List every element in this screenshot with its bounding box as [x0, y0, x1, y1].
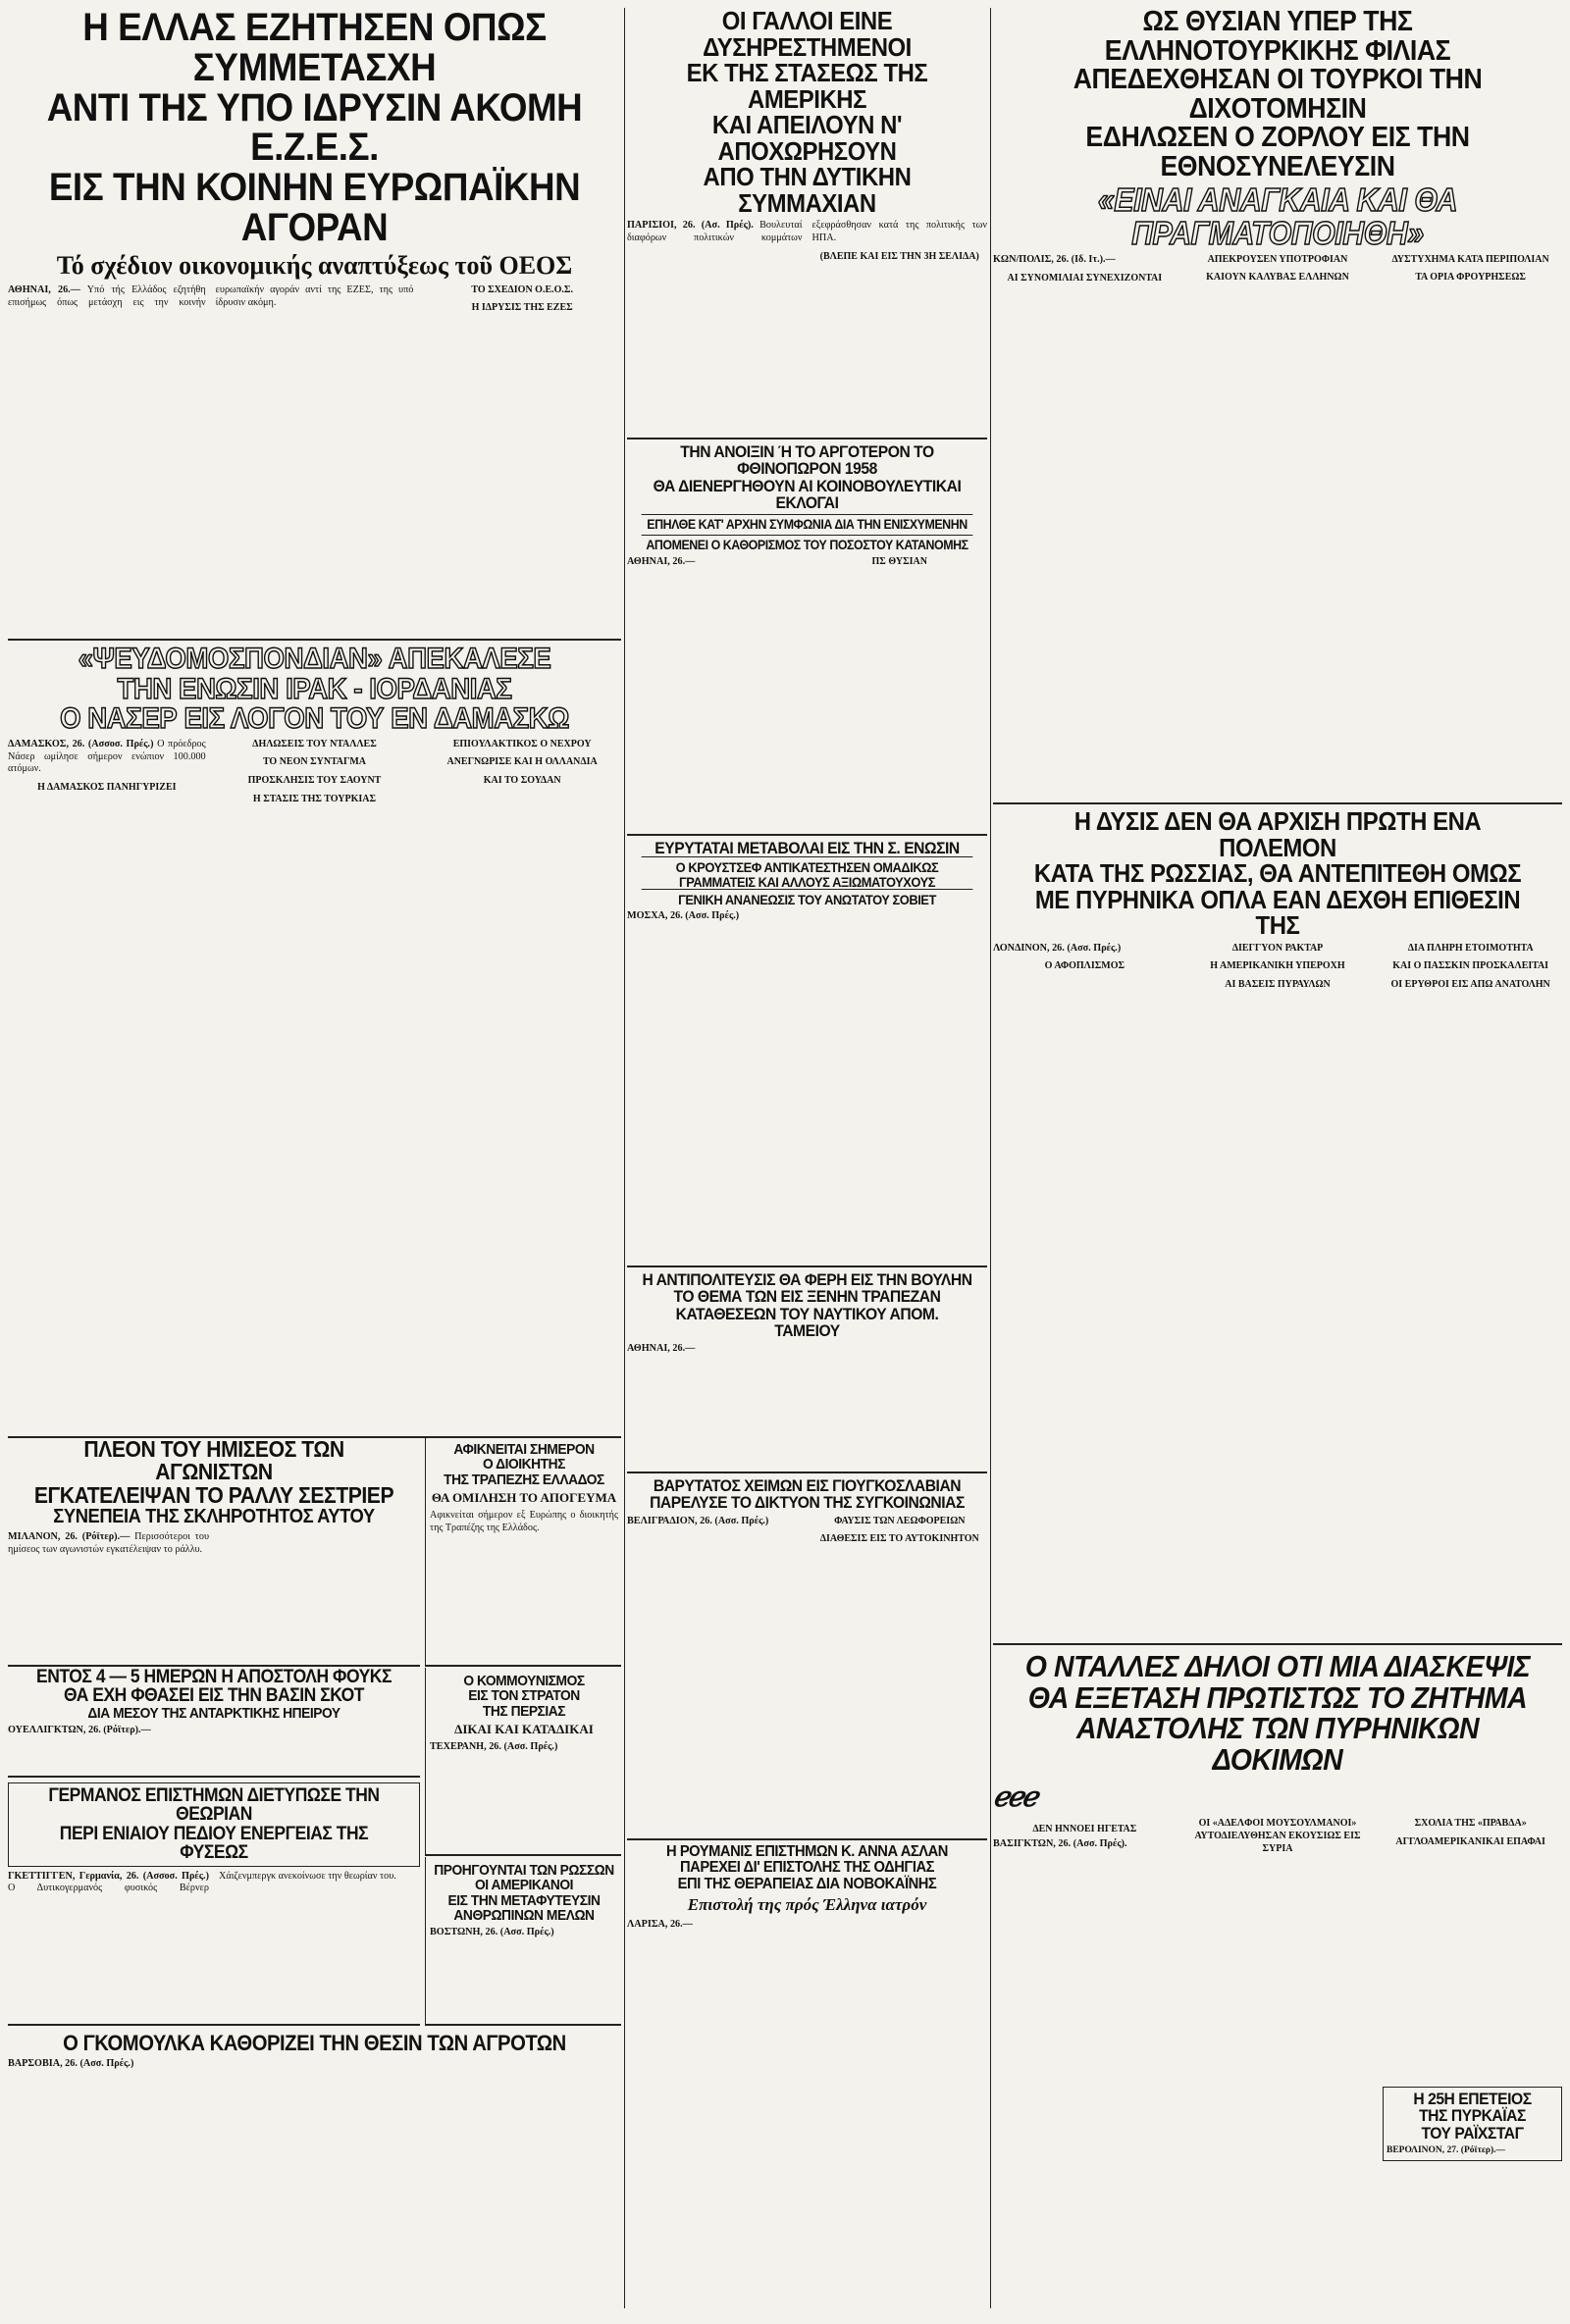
article-body [8, 284, 621, 315]
dateline: ΒΕΡΟΛΙΝΟΝ, 27. (Ρόϊτερ).— [1387, 2145, 1506, 2156]
headline-line: Η 25Η ΕΠΕΤΕΙΟΣ [1413, 2090, 1532, 2109]
section-heading: Η ΙΔΡΥΣΙΣ ΤΗΣ ΕΖΕΣ [471, 302, 573, 314]
headline-line: ΑΠΟ ΤΗΝ ΔΥΤΙΚΗΝ ΣΥΜΜΑΧΙΑΝ [703, 162, 912, 218]
section-heading: ΚΑΙ Ο ΠΑΣΣΚΙΝ ΠΡΟΣΚΑΛΕΙΤΑΙ [1392, 960, 1549, 972]
headline-line: ΑΝΘΡΩΠΙΝΩΝ ΜΕΛΩΝ [453, 1906, 595, 1924]
reichstag-anniversary-box [1383, 2087, 1562, 2161]
headline-line: Η ΡΟΥΜΑΝΙΣ ΕΠΙΣΤΗΜΩΝ Κ. ΑΝΝΑ ΑΣΛΑΝ [666, 1843, 948, 1860]
headline-line: ΕΔΗΛΩΣΕΝ Ο ΖΟΡΛΟΥ ΕΙΣ ΤΗΝ ΕΘΝΟΣΥΝΕΛΕΥΣΙΝ [1085, 122, 1470, 182]
section-heading: ΑΙ ΣΥΝΟΜΙΛΙΑΙ ΣΥΝΕΧΙΖΟΝΤΑΙ [1007, 272, 1163, 284]
dateline: ΒΕΛΙΓΡΑΔΙΟΝ, 26. (Ασσ. Πρές.) [627, 1515, 769, 1526]
headline-line: ΠΛΕΟΝ ΤΟΥ ΗΜΙΣΕΟΣ ΤΩΝ ΑΓΩΝΙΣΤΩΝ [83, 1438, 344, 1485]
section-heading: ΑΓΓΛΟΑΜΕΡΙΚΑΝΙΚΑΙ ΕΠΑΦΑΙ [1395, 1836, 1545, 1848]
article-body [627, 556, 987, 573]
headline-line: ΑΠΟΜΕΝΕΙ Ο ΚΑΘΟΡΙΣΜΟΣ ΤΟΥ ΠΟΣΟΣΤΟΥ ΚΑΤΑΝΟΜΗΣ [642, 535, 973, 552]
dateline: ΛΑΡΙΣΑ, 26.— [627, 1918, 693, 1930]
article-layout [993, 1781, 1562, 1856]
subheadline: ΘΑ ΟΜΙΛΗΣΗ ΤΟ ΑΠΟΓΕΥΜΑ [431, 1489, 617, 1505]
newspaper-page [8, 8, 1562, 2308]
headline-line: ΕΥΡΥΤΑΤΑΙ ΜΕΤΑΒΟΛΑΙ ΕΙΣ ΤΗΝ Σ. ΕΝΩΣΙΝ [654, 839, 960, 857]
headline-line: ΤΗΣ ΤΡΑΠΕΖΗΣ ΕΛΛΑΔΟΣ [444, 1471, 604, 1488]
headline-line: Ο ΓΚΟΜΟΥΛΚΑ ΚΑΘΟΡΙΖΕΙ ΤΗΝ ΘΕΣΙΝ ΤΩΝ ΑΓΡΟΤΩΝ [63, 2031, 566, 2055]
article-body [627, 1919, 987, 1932]
headline-line: ΘΑ ΕΞΕΤΑΣΗ ΠΡΩΤΙΣΤΩΣ ΤΟ ΖΗΤΗΜΑ [1027, 1679, 1528, 1715]
section-heading: ΔΥΣΤΥΧΗΜΑ ΚΑΤΑ ΠΕΡΙΠΟΛΙΑΝ [1391, 253, 1549, 265]
section-heading: ΔΙΑΘΕΣΙΣ ΕΙΣ ΤΟ ΑΥΤΟΚΙΝΗΤΟΝ [819, 1533, 979, 1545]
article-nasser-damascus [8, 639, 621, 1438]
dateline: ΜΙΛΑΝΟΝ, 26. (Ρόϊτερ).— [8, 1530, 131, 1542]
dateline: ΜΟΣΧΑ, 26. (Ασσ. Πρές.) [627, 910, 740, 922]
headline-line: Ο ΚΡΟΥΣΤΣΕΦ ΑΝΤΙΚΑΤΕΣΤΗΣΕΝ ΟΜΑΔΙΚΩΣ ΓΡΑΜΜΑΤΕΙΣ ΚΑΙ ΑΛΛΟΥΣ ΑΞΙΩΜΑΤΟΥΧΟΥΣ [642, 856, 973, 889]
section-heading: ΚΑΙΟΥΝ ΚΑΛΥΒΑΣ ΕΛΛΗΝΩΝ [1206, 272, 1349, 284]
lead-text: Ο πρόεδρος Νάσερ ωμίλησε σήμερον ενώπιον 100.000 ατόμων. [8, 738, 206, 775]
headline-line: «ΨΕΥΔΟΜΟΣΠΟΝΔΙΑΝ» ΑΠΕΚΑΛΕΣΕ [78, 643, 551, 675]
article-body [627, 1516, 987, 1546]
article-west-nuclear [993, 804, 1562, 1645]
headline-line: ΕΚ ΤΗΣ ΣΤΑΣΕΩΣ ΤΗΣ ΑΜΕΡΙΚΗΣ [686, 58, 928, 114]
headline-line: Η ΑΝΤΙΠΟΛΙΤΕΥΣΙΣ ΘΑ ΦΕΡΗ ΕΙΣ ΤΗΝ ΒΟΥΛΗΝ [642, 1270, 972, 1289]
article-body [627, 220, 987, 263]
section-heading: ΔΗΛΩΣΕΙΣ ΤΟΥ ΝΤΑΛΛΕΣ [252, 738, 377, 749]
section-heading: ΟΙ «ΑΔΕΛΦΟΙ ΜΟΥΣΟΥΛΜΑΝΟΙ» ΑΥΤΟΔΙΕΛΥΘΗΣΑΝ ΕΚΟΥΣΙΩΣ ΕΙΣ ΣΥΡΙΑ [1194, 1818, 1361, 1854]
dateline: ΔΑΜΑΣΚΟΣ, 26. (Ασσοσ. Πρές.) [8, 738, 154, 749]
dateline: ΒΟΣΤΩΝΗ, 26. (Ασσ. Πρές.) [430, 1927, 554, 1938]
headline-quote: «ΕΙΝΑΙ ΑΝΑΓΚΑΙΑ ΚΑΙ ΘΑ ΠΡΑΓΜΑΤΟΠΟΙΗΘΗ» [1097, 181, 1458, 252]
article-turkey-partition [993, 8, 1562, 804]
dateline: ΚΩΝ/ΠΟΛΙΣ, 26. (Ιδ. Ιτ.).— [993, 253, 1116, 265]
article-body [993, 1818, 1562, 1856]
section-heading: ΑΝΕΓΝΩΡΙΣΕ ΚΑΙ Η ΟΛΛΑΝΔΙΑ [446, 756, 598, 768]
article-fuchs-expedition [8, 1668, 420, 1778]
section-heading: ΚΑΙ ΤΟ ΣΟΥΔΑΝ [483, 774, 561, 786]
section-heading: ΟΙ ΕΡΥΘΡΟΙ ΕΙΣ ΑΠΩ ΑΝΑΤΟΛΗΝ [1390, 978, 1550, 990]
headline-line: ΠΑΡΕΛΥΣΕ ΤΟ ΔΙΚΤΥΟΝ ΤΗΣ ΣΥΓΚΟΙΝΩΝΙΑΣ [650, 1493, 965, 1513]
article-americans-transplant [425, 1857, 621, 2026]
headline-line: ΩΣ ΘΥΣΙΑΝ ΥΠΕΡ ΤΗΣ ΕΛΛΗΝΟΤΟΥΡΚΙΚΗΣ ΦΙΛΙΑΣ [1104, 8, 1451, 67]
section-heading: ΠΡΟΣΚΛΗΣΙΣ ΤΟΥ ΣΑΟΥΝΤ [247, 774, 382, 786]
headline-line: ΜΕ ΠΥΡΗΝΙΚΑ ΟΠΛΑ ΕΑΝ ΔΕΧΘΗ ΕΠΙΘΕΣΙΝ ΤΗΣ [1034, 884, 1521, 941]
article-body [8, 1531, 420, 1557]
dateline: ΤΕΧΕΡΑΝΗ, 26. (Ασσ. Πρές.) [430, 1740, 558, 1752]
headline-line: ΘΑ ΕΧΗ ΦΘΑΣΕΙ ΕΙΣ ΤΗΝ ΒΑΣΙΝ ΣΚΟΤ [64, 1685, 364, 1707]
section-heading: ΔΙΕΓΓΥΟΝ ΡΑΚΤΑΡ [1231, 942, 1324, 954]
article-greece-common-market [8, 8, 621, 641]
headline-line: ΕΠΗΛΘΕ ΚΑΤ' ΑΡΧΗΝ ΣΥΜΦΩΝΙΑ ΔΙΑ ΤΗΝ ΕΝΙΣΧΥΜΕΝΗΝ [642, 514, 973, 532]
article-body [426, 1927, 621, 1939]
dateline: ΑΘΗΝΑΙ, 26.— [627, 1343, 696, 1355]
lead-text: Ο Δυτικογερμανός φυσικός Βέρνερ Χάιζενμπεργκ ανεκοίνωσε την θεωρίαν του. [8, 1870, 396, 1894]
headline-line: ΠΕΡΙ ΕΝΙΑΙΟΥ ΠΕΔΙΟΥ ΕΝΕΡΓΕΙΑΣ ΤΗΣ ΦΥΣΕΩΣ [59, 1823, 369, 1864]
headline-line: ΕΓΚΑΤΕΛΕΙΨΑΝ ΤΟ ΡΑΛΛΥ ΣΕΣΤΡΙΕΡ [33, 1481, 394, 1508]
section-heading: Ο ΑΦΟΠΛΙΣΜΟΣ [1044, 960, 1125, 972]
subheadline: Τό σχέδιον οικονομικής αναπτύξεως τοῦ ΟΕΟΣ [56, 250, 573, 280]
headline-line: ΠΡΟΗΓΟΥΝΤΑΙ ΤΩΝ ΡΩΣΣΩΝ [434, 1862, 614, 1879]
dateline: ΑΘΗΝΑΙ, 26.— [8, 284, 80, 295]
section-heading: ΤΟ ΝΕΟΝ ΣΥΝΤΑΓΜΑ [262, 756, 367, 768]
continuation-ornament: ℯℯℯ [993, 1782, 1036, 1814]
article-body [993, 254, 1562, 289]
article-body [627, 1343, 987, 1356]
section-heading: ΑΙ ΒΑΣΕΙΣ ΠΥΡΑΥΛΩΝ [1225, 978, 1331, 990]
headline-line: ΓΕΝΙΚΗ ΑΝΑΝΕΩΣΙΣ ΤΟΥ ΑΝΩΤΑΤΟΥ ΣΟΒΙΕΤ [642, 889, 973, 906]
column-rule [990, 8, 991, 2308]
headline-line: ΚΑΙ ΑΠΕΙΛΟΥΝ Ν' ΑΠΟΧΩΡΗΣΟΥΝ [711, 110, 903, 166]
section-heading: Η ΔΑΜΑΣΚΟΣ ΠΑΝΗΓΥΡΙΖΕΙ [37, 782, 177, 794]
section-heading: Η ΣΤΑΣΙΣ ΤΗΣ ΤΟΥΡΚΙΑΣ [252, 793, 377, 804]
section-heading: ΠΣ ΘΥΣΙΑΝ [871, 555, 927, 567]
article-france-dissatisfied [627, 8, 987, 439]
headline-line: ΤΟΥ ΡΑΪΧΣΤΑΓ [1421, 2123, 1524, 2143]
headline-line: ΤΗΣ ΠΕΡΣΙΑΣ [482, 1702, 566, 1720]
headline-line: ΚΑΤΑ ΤΗΣ ΡΩΣΣΙΑΣ, ΘΑ ΑΝΤΕΠΙΤΕΘΗ ΟΜΩΣ [1033, 858, 1522, 889]
headline-box [8, 1782, 420, 1867]
section-heading: ΦΑΥΣΙΣ ΤΩΝ ΛΕΩΦΟΡΕΙΩΝ [834, 1515, 966, 1526]
section-heading: ΔΕΝ ΗΝΝΟΕΙ ΗΓΕΤΑΣ [1032, 1824, 1137, 1835]
section-heading: ΑΠΕΚΡΟΥΣΕΝ ΥΠΟΤΡΟΦΙΑΝ [1207, 253, 1348, 265]
dateline: ΠΑΡΙΣΙΟΙ, 26. (Ασ. Πρές). [627, 220, 754, 232]
headline-line: ΓΕΡΜΑΝΟΣ ΕΠΙΣΤΗΜΩΝ ΔΙΕΤΥΠΩΣΕ ΤΗΝ ΘΕΩΡΙΑΝ [48, 1785, 380, 1826]
article-anna-aslan [627, 1840, 987, 2308]
article-naval-fund [627, 1267, 987, 1473]
headline-line: ΣΥΝΕΠΕΙΑ ΤΗΣ ΣΚΛΗΡΟΤΗΤΟΣ ΑΥΤΟΥ [53, 1506, 375, 1528]
headline-line: ΤΗΝ ΕΝΩΣΙΝ ΙΡΑΚ - ΙΟΡΔΑΝΙΑΣ [117, 672, 512, 705]
lead-text: Υπό τής Ελλάδος εζητήθη επισήμως όπως μετάσχη εις την κοινήν ευρωπαϊκήν αγοράν αντί της ΕΖΕΣ, της υπό ίδρυσιν ακόμη. [8, 284, 414, 308]
lead-text: Βουλευταί διαφόρων πολιτικών κομμάτων εξεφράσθησαν κατά της πολιτικής των ΗΠΑ. [627, 220, 987, 243]
headline-line: ΕΙΣ ΤΗΝ ΜΕΤΑΦΥΤΕΥΣΙΝ [447, 1891, 601, 1909]
section-heading: ΣΧΟΛΙΑ ΤΗΣ «ΠΡΑΒΔΑ» [1414, 1818, 1527, 1830]
headline-line: ΕΝΤΟΣ 4 — 5 ΗΜΕΡΩΝ Η ΑΠΟΣΤΟΛΗ ΦΟΥΚΣ [35, 1668, 392, 1687]
lead-text: Αφικνείται σήμερον εξ Ευρώπης ο διοικητής της Τραπέζης της Ελλάδος. [430, 1509, 618, 1533]
headline-line: ΟΙ ΑΜΕΡΙΚΑΝΟΙ [474, 1877, 574, 1894]
right-column [993, 8, 1562, 2308]
article-body [993, 943, 1562, 992]
article-body [8, 1871, 420, 1896]
article-bank-governor [425, 1438, 621, 1667]
section-heading: ΤΑ ΟΡΙΑ ΦΡΟΥΡΗΣΕΩΣ [1415, 272, 1526, 284]
article-body [627, 910, 987, 923]
article-body [8, 2058, 621, 2071]
continued-note: (ΒΛΕΠΕ ΚΑΙ ΕΙΣ ΤΗΝ 3Η ΣΕΛΙΔΑ) [819, 250, 979, 262]
headline-line: ΔΙΑ ΜΕΣΟΥ ΤΗΣ ΑΝΤΑΡΚΤΙΚΗΣ ΗΠΕΙΡΟΥ [87, 1704, 340, 1722]
dateline: ΓΚΕΤΤΙΓΓΕΝ, Γερμανία, 26. (Ασσοσ. Πρές.) [8, 1870, 209, 1882]
headline-line: ΑΦΙΚΝΕΙΤΑΙ ΣΗΜΕΡΟΝ [453, 1441, 595, 1458]
headline-line: ΕΙΣ ΤΗΝ ΚΟΙΝΗΝ ΕΥΡΩΠΑΪΚΗΝ ΑΓΟΡΑΝ [48, 166, 581, 249]
headline-line: ΕΠΙ ΤΗΣ ΘΕΡΑΠΕΙΑΣ ΔΙΑ ΝΟΒΟΚΑΪΝΗΣ [677, 1875, 937, 1892]
headline-line: ΑΝΑΣΤΟΛΗΣ ΤΩΝ ΠΥΡΗΝΙΚΩΝ ΔΟΚΙΜΩΝ [1075, 1711, 1480, 1777]
headline-line: Ο ΚΟΜΜΟΥΝΙΣΜΟΣ [463, 1673, 585, 1689]
headline-line: ΤΗΝ ΑΝΟΙΞΙΝ Ή ΤΟ ΑΡΓΟΤΕΡΟΝ ΤΟ ΦΘΙΝΟΠΩΡΟΝ 1958 [680, 442, 934, 479]
article-body [426, 1741, 621, 1754]
article-gomulka-farmers [8, 2027, 621, 2308]
section-heading: ΔΙΑ ΠΛΗΡΗ ΕΤΟΙΜΟΤΗΤΑ [1407, 942, 1534, 954]
headline-line: ΑΝΤΙ ΤΗΣ ΥΠΟ ΙΔΡΥΣΙΝ ΑΚΟΜΗ Ε.Ζ.Ε.Σ. [46, 85, 583, 170]
headline-line: ΒΑΡΥΤΑΤΟΣ ΧΕΙΜΩΝ ΕΙΣ ΓΙΟΥΓΚΟΣΛΑΒΙΑΝ [653, 1476, 962, 1495]
article-german-scientist [8, 1779, 420, 2026]
dateline: ΑΘΗΝΑΙ, 26.— [627, 555, 696, 567]
headline-line: Η ΕΛΛΑΣ ΕΖΗΤΗΣΕΝ ΟΠΩΣ ΣΥΜΜΕΤΑΣΧΗ [82, 8, 547, 89]
headline-line: ΑΠΕΔΕΧΘΗΣΑΝ ΟΙ ΤΟΥΡΚΟΙ ΤΗΝ ΔΙΧΟΤΟΜΗΣΙΝ [1073, 64, 1483, 125]
article-body [8, 739, 621, 805]
dateline: ΛΟΝΔΙΝΟΝ, 26. (Ασσ. Πρές.) [993, 942, 1122, 954]
headline-line: Η ΔΥΣΙΣ ΔΕΝ ΘΑ ΑΡΧΙΣΗ ΠΡΩΤΗ ΕΝΑ ΠΟΛΕΜΟΝ [1073, 806, 1482, 862]
subheadline: Επιστολή της πρός Έλληνα ιατρόν [687, 1894, 927, 1914]
headline-line: ΚΑΤΑΘΕΣΕΩΝ ΤΟΥ ΝΑΥΤΙΚΟΥ ΑΠΟΜ. ΤΑΜΕΙΟΥ [675, 1304, 939, 1340]
article-body [8, 1725, 420, 1737]
article-elections-1958 [627, 439, 987, 836]
article-body [426, 1510, 621, 1535]
section-heading: ΕΠΙΟΥΛΑΚΤΙΚΟΣ Ο ΝΕΧΡΟΥ [452, 738, 592, 749]
article-rally-sestriere [8, 1438, 420, 1667]
section-heading: ΤΟ ΣΧΕΔΙΟΝ Ο.Ε.Ο.Σ. [471, 284, 573, 295]
headline-line: ΠΑΡΕΧΕΙ ΔΙ' ΕΠΙΣΤΟΛΗΣ ΤΗΣ ΟΔΗΓΙΑΣ [680, 1859, 934, 1877]
article-soviet-changes [627, 836, 987, 1267]
article-body [1387, 2145, 1558, 2157]
subheadline: ΔΙΚΑΙ ΚΑΙ ΚΑΤΑΔΙΚΑΙ [454, 1721, 594, 1736]
column-rule [624, 8, 625, 2308]
article-persia-army [425, 1668, 621, 1856]
headline-line: ΤΟ ΘΕΜΑ ΤΩΝ ΕΙΣ ΞΕΝΗΝ ΤΡΑΠΕΖΑΝ [673, 1287, 941, 1307]
headline-line: ΤΗΣ ΠΥΡΚΑΪΑΣ [1419, 2106, 1526, 2126]
article-dulles-nuclear-tests [993, 1645, 1562, 2308]
headline-line: Ο ΝΤΑΛΛΕΣ ΔΗΛΟΙ ΟΤΙ ΜΙΑ ΔΙΑΣΚΕΨΙΣ [1024, 1649, 1531, 1683]
dateline: ΒΑΡΣΟΒΙΑ, 26. (Ασσ. Πρές.) [8, 2058, 134, 2070]
headline-line: ΟΙ ΓΑΛΛΟΙ ΕΙΝΕ ΔΥΣΗΡΕΣΤΗΜΕΝΟΙ [703, 8, 912, 62]
headline-line: Ο ΝΑΣΕΡ ΕΙΣ ΛΟΓΟΝ ΤΟΥ ΕΝ ΔΑΜΑΣΚΩ [60, 702, 569, 736]
dateline: ΒΑΣΙΓΚΤΩΝ, 26. (Ασσ. Πρές). [993, 1838, 1127, 1850]
article-main-columns [993, 1781, 1562, 1856]
article-yugoslavia-winter [627, 1473, 987, 1840]
headline-line: ΕΙΣ ΤΟΝ ΣΤΡΑΤΟΝ [468, 1687, 580, 1705]
dateline: ΟΥΕΛΛΙΓΚΤΩΝ, 26. (Ρόϊτερ).— [8, 1725, 151, 1736]
section-heading: Η ΑΜΕΡΙΚΑΝΙΚΗ ΥΠΕΡΟΧΗ [1210, 960, 1345, 972]
headline-line: ΘΑ ΔΙΕΝΕΡΓΗΘΟΥΝ ΑΙ ΚΟΙΝΟΒΟΥΛΕΥΤΙΚΑΙ ΕΚΛΟΓΑΙ [653, 476, 962, 512]
headline-line: Ο ΔΙΟΙΚΗΤΗΣ [483, 1456, 565, 1473]
left-column [8, 8, 621, 2308]
middle-column [627, 8, 987, 2308]
lead-text: Περισσότεροι του ημίσεος των αγωνιστών εγκατέλειψαν το ράλλυ. [8, 1530, 210, 1555]
